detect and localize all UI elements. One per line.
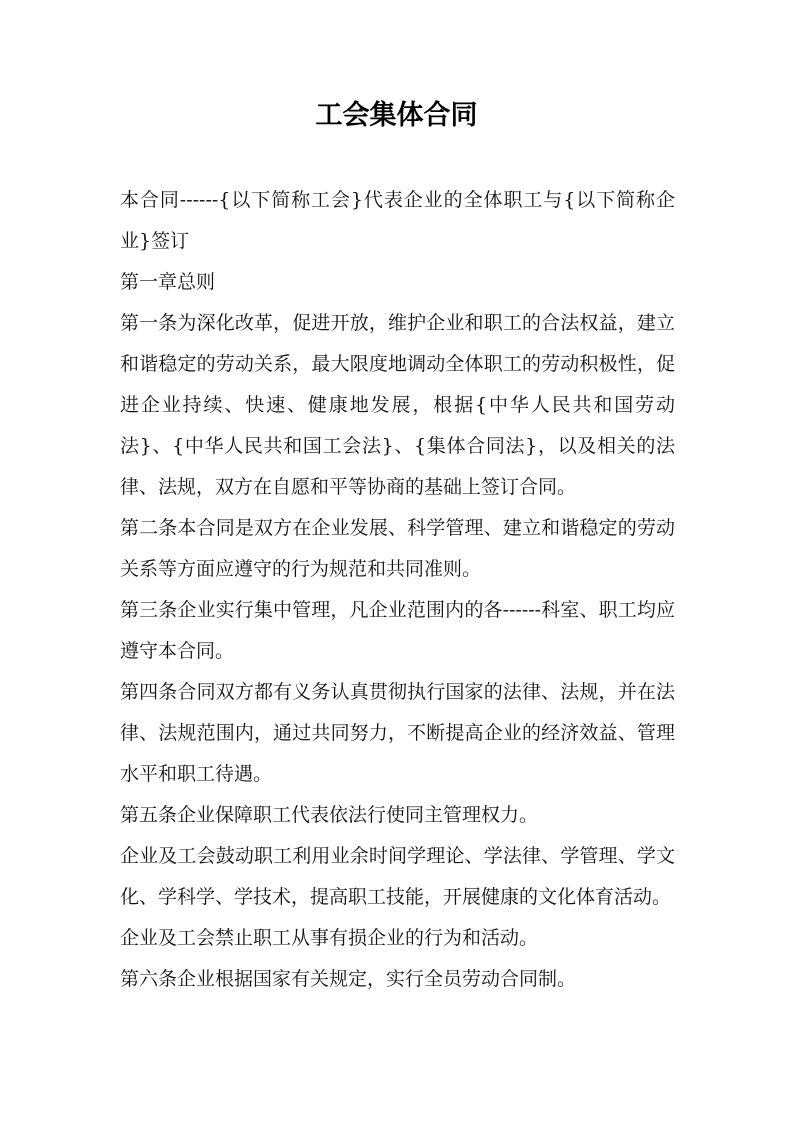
paragraph-article-5-study: 企业及工会鼓动职工利用业余时间学理论、学法律、学管理、学文化、学科学、学技术，提高职工技能，开展健康的文化体育活动。 <box>120 845 675 908</box>
paragraph-preamble: 本合同------{以下简称工会}代表企业的全体职工与{以下简称企业}签订 <box>120 189 675 252</box>
paragraph-article-6: 第六条企业根据国家有关规定，实行全员劳动合同制。 <box>120 968 577 990</box>
paragraph-article-4: 第四条合同双方都有义务认真贯彻执行国家的法律、法规，并在法律、法规范围内，通过共同努力，不断提高企业的经济效益、管理水平和职工待遇。 <box>120 681 675 785</box>
paragraph-article-5: 第五条企业保障职工代表依法行使同主管理权力。 <box>120 804 539 826</box>
paragraph-article-2: 第二条本合同是双方在企业发展、科学管理、建立和谐稳定的劳动关系等方面应遵守的行为规范和共同准则。 <box>120 517 675 580</box>
paragraph-chapter-heading: 第一章总则 <box>120 271 216 293</box>
paragraph-article-5-prohibition: 企业及工会禁止职工从事有损企业的行为和活动。 <box>120 927 539 949</box>
paragraph-article-3: 第三条企业实行集中管理，凡企业范围内的各------科室、职工均应遵守本合同。 <box>120 599 675 662</box>
paragraph-article-1: 第一条为深化改革，促进开放，维护企业和职工的合法权益，建立和谐稳定的劳动关系，最大限度地调动全体职工的劳动积极性，促进企业持续、快速、健康地发展，根据{中华人民共和国劳动法}、{中华人民共和国工会法}、{集体合同法}，以及相关的法律、法规，双方在自愿和平等协商的基础上签订合同。 <box>120 312 675 498</box>
document-title: 工会集体合同 <box>315 100 478 131</box>
document-body <box>120 180 675 1000</box>
